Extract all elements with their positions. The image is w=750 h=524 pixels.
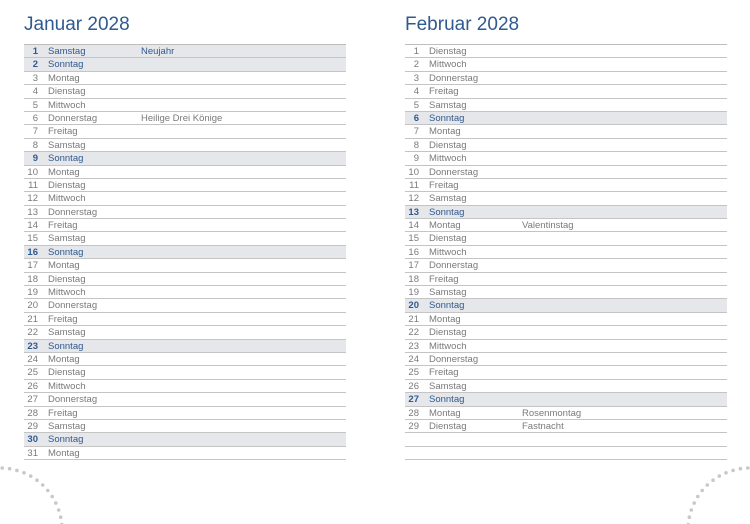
day-row (24, 353, 346, 366)
day-number: 1 (413, 46, 419, 57)
weekday-name: Samstag (429, 287, 467, 299)
day-number: 29 (408, 420, 419, 432)
day-number: 5 (413, 99, 419, 111)
day-number: 15 (408, 233, 419, 245)
weekday-name: Montag (48, 260, 80, 272)
day-row (24, 192, 346, 205)
decorative-dot (690, 508, 694, 512)
day-number: 28 (27, 407, 38, 419)
weekday-name: Freitag (429, 367, 459, 379)
day-number: 18 (27, 273, 38, 285)
day-row (24, 286, 346, 299)
day-number: 8 (413, 139, 419, 151)
weekday-name: Donnerstag (48, 394, 98, 406)
day-number: 23 (27, 340, 38, 352)
weekday-name: Montag (48, 353, 80, 365)
day-row (24, 273, 346, 286)
weekday-name: Mittwoch (48, 380, 86, 392)
february-day-list (405, 44, 727, 460)
day-row (24, 125, 346, 138)
day-row (405, 192, 727, 205)
weekday-name: Samstag (48, 327, 86, 339)
day-number: 24 (408, 353, 419, 365)
day-number: 9 (32, 153, 38, 165)
day-row (24, 433, 346, 446)
day-number: 6 (32, 112, 38, 124)
weekday-name: Dienstag (429, 420, 467, 432)
weekday-name: Mittwoch (429, 153, 467, 165)
weekday-name: Mittwoch (429, 59, 467, 71)
day-row (405, 139, 727, 152)
day-row (405, 85, 727, 98)
weekday-name: Samstag (48, 46, 86, 57)
weekday-name: Sonntag (48, 340, 84, 352)
weekday-name: Sonntag (429, 300, 465, 312)
decorative-dot (692, 501, 696, 505)
day-row (24, 313, 346, 326)
weekday-name: Sonntag (429, 206, 465, 218)
weekday-name: Sonntag (48, 59, 84, 71)
day-row (24, 99, 346, 112)
day-row (405, 380, 727, 393)
day-row (24, 380, 346, 393)
day-number: 17 (408, 260, 419, 272)
decorative-dot (41, 483, 45, 487)
day-number: 24 (27, 353, 38, 365)
day-number: 16 (408, 246, 419, 258)
day-number: 28 (408, 407, 419, 419)
decorative-dot (746, 466, 750, 470)
day-row (405, 407, 727, 420)
weekday-name: Samstag (429, 99, 467, 111)
day-number: 16 (27, 246, 38, 258)
decorative-dot (54, 501, 58, 505)
weekday-name: Montag (48, 447, 80, 459)
day-row (24, 152, 346, 165)
holiday-note: Fastnacht (522, 420, 564, 432)
day-number: 8 (32, 139, 38, 151)
decorative-dot (59, 515, 63, 519)
weekday-name: Dienstag (429, 139, 467, 151)
decorative-dot (29, 474, 33, 478)
day-row (24, 112, 346, 125)
decorative-dot (22, 471, 26, 475)
day-number: 11 (409, 179, 419, 191)
weekday-name: Freitag (429, 273, 459, 285)
decorative-dot (15, 469, 19, 473)
day-number: 22 (27, 327, 38, 339)
day-row (405, 366, 727, 379)
decorative-dot (696, 495, 700, 499)
weekday-name: Samstag (429, 193, 467, 205)
decorative-dot (0, 466, 4, 470)
decorative-dots-right (670, 455, 750, 524)
day-number: 2 (32, 59, 38, 71)
day-number: 20 (27, 300, 38, 312)
day-row (405, 313, 727, 326)
weekday-name: Freitag (48, 126, 78, 138)
holiday-note: Heilige Drei Könige (141, 112, 223, 124)
day-number: 7 (413, 126, 419, 138)
day-number: 5 (32, 99, 38, 111)
day-number: 4 (32, 86, 38, 98)
day-row (24, 166, 346, 179)
day-number: 29 (27, 420, 38, 432)
decorative-dot (739, 467, 743, 471)
day-number: 3 (32, 72, 38, 84)
day-row (405, 206, 727, 219)
day-number: 26 (408, 380, 419, 392)
empty-row (405, 433, 727, 446)
day-row (405, 219, 727, 232)
day-number: 4 (413, 86, 419, 98)
holiday-note: Neujahr (141, 46, 175, 57)
decorative-dot (724, 471, 728, 475)
day-number: 21 (27, 313, 38, 325)
month-title-february: Februar 2028 (405, 14, 520, 35)
day-row (405, 58, 727, 71)
decorative-dot (731, 469, 735, 473)
decorative-dot (35, 478, 39, 482)
decorative-dot (8, 467, 12, 471)
day-row (24, 232, 346, 245)
day-row (24, 340, 346, 353)
day-number: 3 (413, 72, 419, 84)
decorative-dot (706, 483, 710, 487)
holiday-note: Valentinstag (522, 220, 574, 232)
decorative-dot (700, 489, 704, 493)
day-row (24, 246, 346, 259)
day-number: 21 (408, 313, 419, 325)
weekday-name: Samstag (48, 139, 86, 151)
day-row (405, 340, 727, 353)
weekday-name: Sonntag (429, 394, 465, 406)
weekday-name: Dienstag (429, 327, 467, 339)
weekday-name: Dienstag (48, 367, 86, 379)
weekday-name: Donnerstag (429, 72, 479, 84)
day-row (24, 58, 346, 71)
day-number: 1 (32, 46, 38, 57)
day-number: 20 (408, 300, 419, 312)
day-number: 2 (413, 59, 419, 71)
day-row (405, 420, 727, 433)
day-number: 14 (408, 220, 419, 232)
weekday-name: Mittwoch (48, 287, 86, 299)
day-number: 27 (408, 394, 419, 406)
day-number: 19 (27, 287, 38, 299)
day-row (24, 407, 346, 420)
day-row (405, 125, 727, 138)
weekday-name: Freitag (48, 220, 78, 232)
day-row (405, 299, 727, 312)
weekday-name: Montag (48, 72, 80, 84)
day-number: 25 (27, 367, 38, 379)
day-number: 9 (413, 153, 419, 165)
weekday-name: Dienstag (48, 86, 86, 98)
day-row (24, 259, 346, 272)
day-number: 26 (27, 380, 38, 392)
day-row (24, 85, 346, 98)
day-row (405, 152, 727, 165)
weekday-name: Samstag (48, 233, 86, 245)
day-number: 25 (408, 367, 419, 379)
day-number: 10 (27, 166, 38, 178)
day-row (24, 72, 346, 85)
weekday-name: Donnerstag (48, 206, 98, 218)
day-row (405, 112, 727, 125)
weekday-name: Mittwoch (429, 340, 467, 352)
day-number: 15 (27, 233, 38, 245)
day-row (405, 259, 727, 272)
weekday-name: Sonntag (48, 434, 84, 446)
day-number: 12 (408, 193, 419, 205)
day-number: 11 (28, 179, 38, 191)
day-number: 17 (27, 260, 38, 272)
decorative-dot (57, 508, 61, 512)
day-row (24, 299, 346, 312)
day-row (405, 326, 727, 339)
day-row (405, 99, 727, 112)
weekday-name: Mittwoch (429, 246, 467, 258)
weekday-name: Sonntag (429, 112, 465, 124)
day-number: 12 (27, 193, 38, 205)
weekday-name: Donnerstag (429, 260, 479, 272)
day-number: 7 (32, 126, 38, 138)
day-row (405, 273, 727, 286)
day-row (24, 420, 346, 433)
day-row (405, 179, 727, 192)
day-number: 10 (408, 166, 419, 178)
day-number: 18 (408, 273, 419, 285)
day-number: 13 (408, 206, 419, 218)
day-number: 14 (27, 220, 38, 232)
day-row (405, 353, 727, 366)
weekday-name: Montag (429, 313, 461, 325)
day-row (24, 139, 346, 152)
decorative-dot (50, 495, 54, 499)
holiday-note: Rosenmontag (522, 407, 582, 419)
weekday-name: Samstag (48, 420, 86, 432)
day-number: 22 (408, 327, 419, 339)
weekday-name: Mittwoch (48, 193, 86, 205)
day-number: 27 (27, 394, 38, 406)
weekday-name: Freitag (48, 407, 78, 419)
day-number: 19 (408, 287, 419, 299)
day-number: 13 (27, 206, 38, 218)
day-row (24, 45, 346, 58)
weekday-name: Dienstag (429, 233, 467, 245)
weekday-name: Donnerstag (48, 300, 98, 312)
day-row (24, 179, 346, 192)
weekday-name: Donnerstag (429, 166, 479, 178)
january-day-list (24, 44, 346, 460)
day-row (405, 45, 727, 58)
day-row (24, 393, 346, 406)
day-number: 30 (27, 434, 38, 446)
decorative-dot (711, 478, 715, 482)
weekday-name: Sonntag (48, 153, 84, 165)
decorative-dot (718, 474, 722, 478)
weekday-name: Samstag (429, 380, 467, 392)
weekday-name: Donnerstag (429, 353, 479, 365)
day-row (405, 72, 727, 85)
weekday-name: Dienstag (48, 273, 86, 285)
day-row (405, 232, 727, 245)
weekday-name: Freitag (48, 313, 78, 325)
day-row (24, 366, 346, 379)
day-row (405, 166, 727, 179)
month-title-january: Januar 2028 (24, 14, 130, 35)
weekday-name: Dienstag (429, 46, 467, 57)
decorative-dot (688, 515, 692, 519)
decorative-dot (46, 489, 50, 493)
day-number: 6 (413, 112, 419, 124)
weekday-name: Sonntag (48, 246, 84, 258)
day-row (24, 219, 346, 232)
weekday-name: Montag (429, 407, 461, 419)
weekday-name: Mittwoch (48, 99, 86, 111)
weekday-name: Donnerstag (48, 112, 98, 124)
weekday-name: Freitag (429, 179, 459, 191)
day-number: 31 (27, 447, 38, 459)
day-row (24, 206, 346, 219)
weekday-name: Dienstag (48, 179, 86, 191)
weekday-name: Montag (48, 166, 80, 178)
day-row (24, 326, 346, 339)
weekday-name: Freitag (429, 86, 459, 98)
weekday-name: Montag (429, 126, 461, 138)
day-row (405, 393, 727, 406)
day-number: 23 (408, 340, 419, 352)
decorative-dots-left (0, 455, 80, 524)
day-row (405, 246, 727, 259)
weekday-name: Montag (429, 220, 461, 232)
day-row (405, 286, 727, 299)
